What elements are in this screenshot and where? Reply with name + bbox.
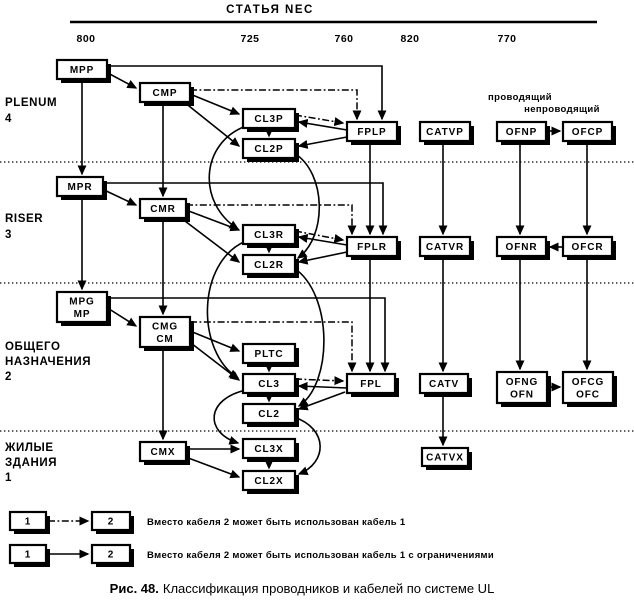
node-CMR-label: CMR (150, 204, 176, 216)
node-CATVR (420, 237, 474, 260)
legend-1-text: Вместо кабеля 2 может быть использован кабель 1 (147, 517, 406, 528)
edge-CL3P-to-CL3R (209, 126, 246, 229)
legend-1-cable-1 (10, 512, 50, 534)
node-OFNR (497, 237, 550, 260)
node-CL3 (243, 374, 299, 397)
node-CL2R (243, 255, 299, 278)
edge-CMP-to-CL3P (190, 94, 239, 114)
node-OFCG-label: OFCG OFC (571, 376, 605, 401)
legend-2-cable-2 (92, 545, 134, 567)
row-label-plenum: PLENUM 4 (5, 97, 58, 125)
edge-CL3R-to-CL3 (207, 241, 246, 378)
legend-2-cable-1-label: 1 (24, 549, 32, 561)
node-CL2R-label: CL2R (254, 260, 284, 272)
node-CATVR-label: CATVR (425, 242, 465, 254)
nec-article-725: 725 (240, 33, 260, 45)
label-conductive: проводящий (487, 92, 553, 103)
node-CL2 (243, 404, 299, 427)
node-CATV (420, 374, 472, 397)
node-CL2P-label: CL2P (254, 144, 284, 156)
legend-2-text: Вместо кабеля 2 может быть использован кабель 1 с ограничениями (147, 550, 495, 561)
node-CMX-label: CMX (150, 447, 176, 459)
node-MPR (57, 177, 107, 200)
node-CATVX (422, 448, 472, 470)
node-FPL (347, 374, 399, 397)
node-FPLR-label: FPLR (357, 242, 387, 254)
node-CL2-label: CL2 (258, 409, 280, 421)
node-CL3X (243, 439, 299, 462)
node-CATVP (420, 122, 474, 145)
edge-CMR-to-CL2R (181, 218, 239, 262)
node-OFCP (563, 122, 616, 145)
node-CL2X-label: CL2X (254, 476, 284, 488)
node-CATV-label: CATV (428, 379, 460, 391)
nec-article-820: 820 (400, 33, 420, 45)
node-FPLP (347, 122, 401, 145)
node-OFCR (563, 237, 616, 260)
node-CL3P-label: CL3P (254, 114, 284, 126)
node-CL2P (243, 139, 299, 162)
legend-2-cable-2-label: 2 (107, 549, 115, 561)
figure-caption (110, 581, 495, 596)
node-CATVP-label: CATVP (426, 127, 464, 139)
node-CMP (140, 83, 194, 106)
node-OFNP-label: OFNP (505, 127, 538, 139)
node-MPG-label: MPG MP (69, 296, 95, 320)
node-CMG (140, 317, 194, 351)
edge-FPLR-to-CL3R (299, 237, 347, 245)
node-CMP-label: CMP (152, 88, 178, 100)
node-PLTC-label: PLTC (254, 349, 284, 361)
node-MPR-label: MPR (67, 182, 93, 194)
legend-item-2 (10, 545, 494, 567)
edge-CMX-to-CL2X (183, 456, 239, 477)
node-FPLP-label: FPLP (357, 127, 387, 139)
node-OFCP-label: OFCP (571, 127, 604, 139)
edge-CL3R-to-FPLR (295, 231, 343, 240)
row-label-general-purpose: ОБЩЕГО НАЗНАЧЕНИЯ 2 (5, 341, 92, 383)
edge-CL3-to-FPL (295, 379, 343, 381)
legend-1-cable-2 (92, 512, 134, 534)
row-label-riser: RISER 3 (5, 213, 44, 241)
node-CL3R-label: CL3R (254, 230, 284, 242)
label-nonconductive: непроводящий (524, 104, 600, 115)
node-OFNP (497, 122, 550, 145)
node-CMG-label: CMG CM (151, 321, 179, 345)
node-OFCR-label: OFCR (571, 242, 604, 254)
node-CMX (140, 442, 190, 465)
node-CATVX-label: CATVX (426, 452, 464, 464)
node-OFCG (563, 372, 617, 407)
nec-article-770: 770 (497, 33, 517, 45)
figure-title: Классификация проводников и кабелей по системе UL (162, 581, 495, 596)
node-CL3R (243, 225, 299, 248)
legend-2-cable-1 (10, 545, 50, 567)
edge-FPLP-to-CL2P (299, 137, 347, 146)
edge-CL3-to-CL3X (214, 390, 246, 443)
nec-article-header: СТАТЬЯ NEC (226, 4, 314, 16)
edge-CMP-to-CL2P (184, 102, 239, 146)
node-CL3P (243, 109, 299, 132)
legend-item-1 (10, 512, 406, 534)
node-OFNG (497, 372, 551, 407)
node-OFNR-label: OFNR (505, 242, 538, 254)
nec-article-760: 760 (334, 33, 354, 45)
nec-article-800: 800 (76, 33, 96, 45)
edge-MPR-to-CMR (102, 189, 136, 205)
node-FPL-label: FPL (360, 379, 382, 391)
figure-number: Рис. 48. (109, 581, 159, 596)
node-CL3-label: CL3 (258, 379, 280, 391)
edge-FPL-to-CL3 (299, 386, 347, 388)
node-MPG (57, 292, 111, 326)
node-PLTC (243, 344, 299, 367)
row-label-residential: ЖИЛЫЕ ЗДАНИЯ 1 (5, 442, 58, 484)
legend-1-cable-2-label: 2 (107, 516, 115, 528)
node-MPP-label: MPP (69, 65, 95, 77)
node-CL3X-label: CL3X (254, 444, 284, 456)
node-FPLR (347, 237, 401, 260)
node-CMR (140, 199, 190, 222)
node-CL2X (243, 471, 299, 494)
node-MPP (57, 60, 111, 83)
node-OFNG-label: OFNG OFN (505, 376, 539, 401)
edge-FPLR-to-CL2R (299, 252, 347, 262)
legend-1-cable-1-label: 1 (24, 516, 32, 528)
